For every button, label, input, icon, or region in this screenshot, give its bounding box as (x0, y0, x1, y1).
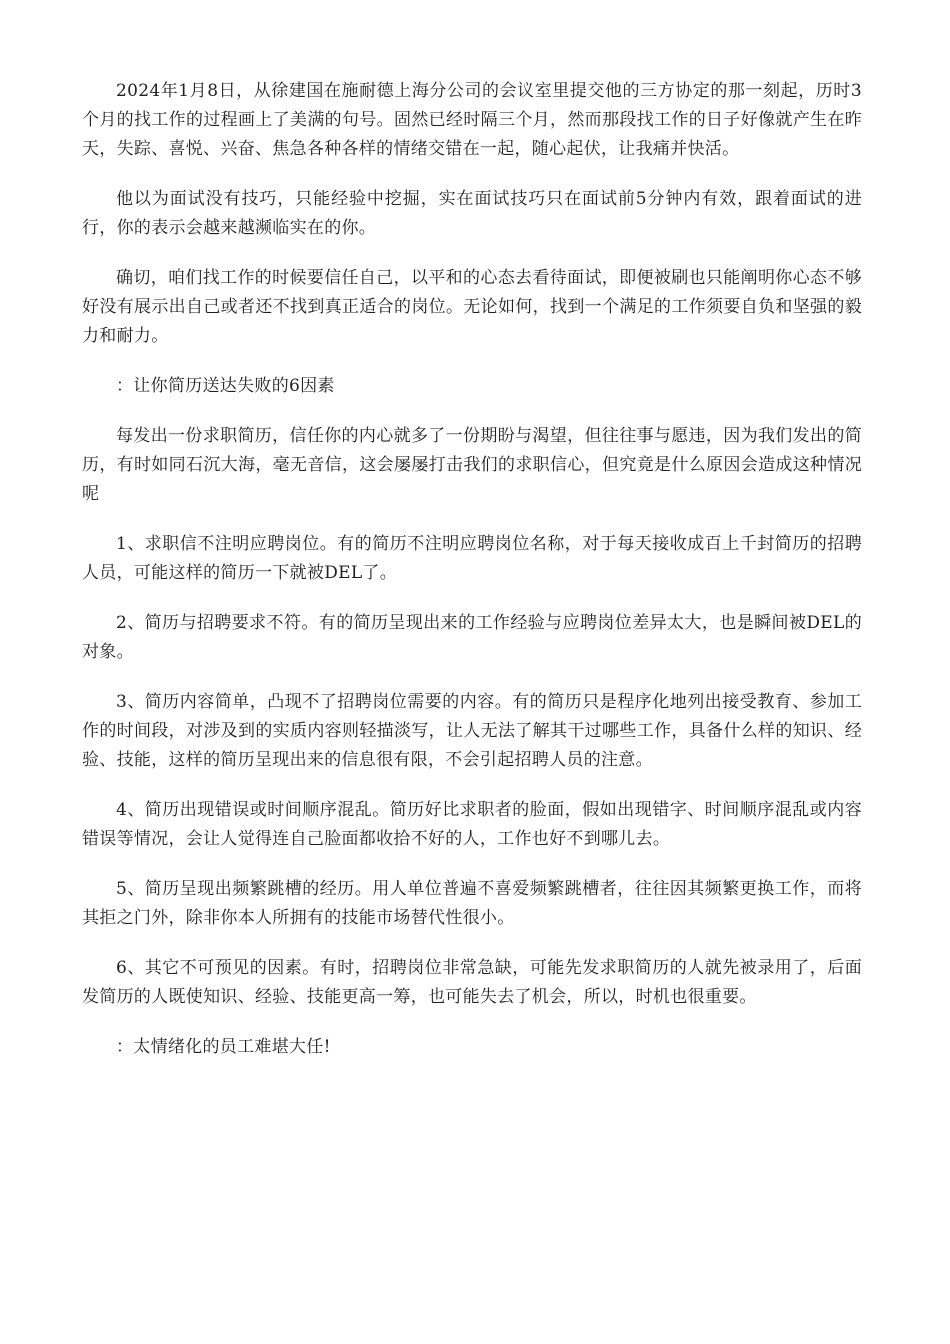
intro-paragraph: 2024年1月8日，从徐建国在施耐德上海分公司的会议室里提交他的三方协定的那一刻起，历时3个月的找工作的过程画上了美满的句号。固然已经时隔三个月，然而那段找工作的日子好像就产生在昨天，失踪、喜悦、兴奋、焦急各种各样的情绪交错在一起，随心起伏，让我痛并快活。 (82, 81, 862, 159)
list-item-5: 5、简历呈现出频繁跳槽的经历。用人单位普遍不喜爱频繁跳槽者，往往因其频繁更换工作，而将其拒之门外，除非你本人所拥有的技能市场替代性很小。 (82, 879, 862, 928)
list-item-2: 2、简历与招聘要求不符。有的简历呈现出来的工作经验与应聘岗位差异太大，也是瞬间被DEL的对象。 (82, 613, 862, 662)
list-item-6: 6、其它不可预见的因素。有时，招聘岗位非常急缺，可能先发求职简历的人就先被录用了，后面发简历的人既使知识、经验、技能更高一筹，也可能失去了机会，所以，时机也很重要。 (82, 958, 862, 1007)
section-heading-emotional-staff: ：太情绪化的员工难堪大任! (116, 1037, 331, 1057)
confidence-paragraph: 确切，咱们找工作的时候要信任自己，以平和的心态去看待面试，即便被刷也只能阐明你心态不够好没有展示出自己或者还不找到真正适合的岗位。无论如何，找到一个满足的工作须要自负和坚强的毅力和耐力。 (82, 268, 862, 346)
interview-tips-paragraph: 他以为面试没有技巧，只能经验中挖掘，实在面试技巧只在面试前5分钟内有效，跟着面试的进行，你的表示会越来越濒临实在的你。 (82, 189, 862, 238)
list-item-4: 4、简历出现错误或时间顺序混乱。简历好比求职者的脸面，假如出现错字、时间顺序混乱或内容错误等情况，会让人觉得连自己脸面都收拾不好的人，工作也好不到哪儿去。 (82, 800, 862, 849)
list-item-1: 1、求职信不注明应聘岗位。有的简历不注明应聘岗位名称，对于每天接收成百上千封简历的招聘人员，可能这样的简历一下就被DEL了。 (82, 534, 862, 583)
list-item-3: 3、简历内容简单，凸现不了招聘岗位需要的内容。有的简历只是程序化地列出接受教育、参加工作的时间段，对涉及到的实质内容则轻描淡写，让人无法了解其干过哪些工作，具备什么样的知识、经验、技能，这样的简历呈现出来的信息很有限，不会引起招聘人员的注意。 (82, 692, 862, 770)
resume-question-paragraph: 每发出一份求职简历，信任你的内心就多了一份期盼与渴望，但往往事与愿违，因为我们发出的简历，有时如同石沉大海，毫无音信，这会屡屡打击我们的求职信心，但究竟是什么原因会造成这种情况呢 (82, 426, 862, 504)
section-heading-resume-failure: ：让你简历送达失败的6因素 (116, 376, 335, 396)
